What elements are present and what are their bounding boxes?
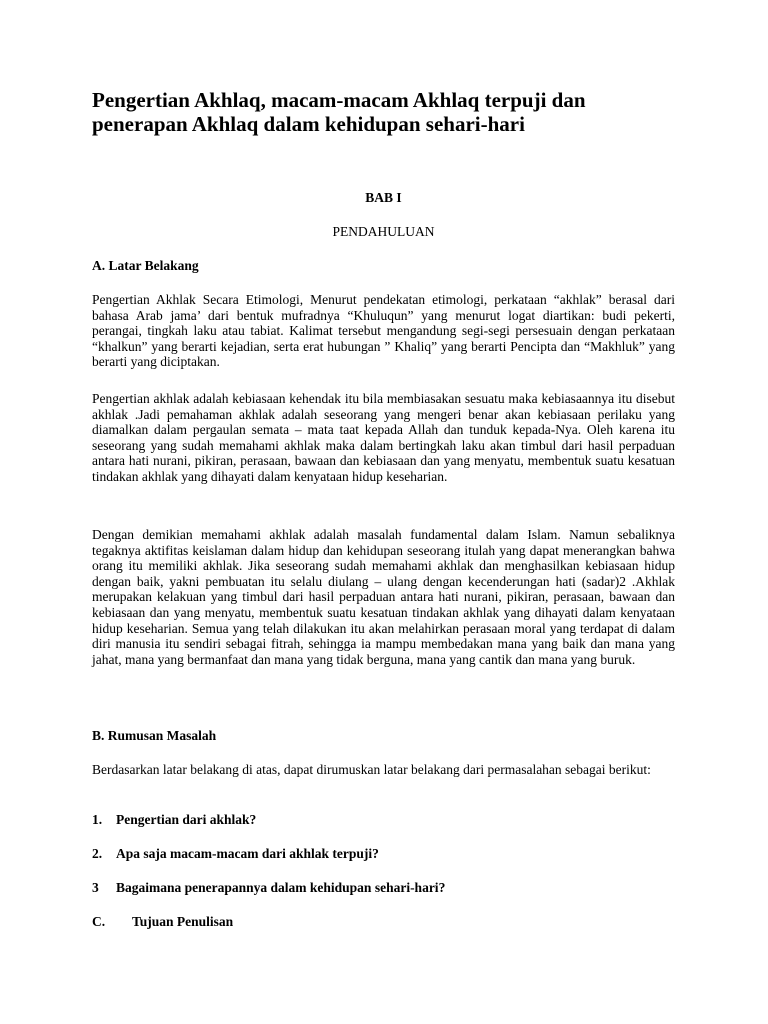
section-b-intro: Berdasarkan latar belakang di atas, dapat dirumuskan latar belakang dari permasalahan sebagai berikut:	[92, 762, 651, 777]
chapter-label: BAB I	[365, 190, 402, 205]
question-1-text: Pengertian dari akhlak?	[116, 812, 257, 827]
question-3	[92, 880, 445, 896]
paragraph-3: Dengan demikian memahami akhlak adalah masalah fundamental dalam Islam. Namun sebaliknya tegaknya aktifitas keislaman dalam hidup dan kehidupan seseorang itulah yang dapat menerangkan bahwa orang itu memiliki akhlak. Jika seseorang sudah memahami akhlak dan menghasilkan kebiasaan hidup dengan baik, yakni pembuatan itu selalu diulang – ulang dengan kecenderungan hati (sadar)2 .Akhlak merupakan kelakuan yang timbul dari hasil perpaduan antara hati nurani, pikiran, perasaan, bawaan dan kebiasaan dan yang menyatu, membentuk suatu kesatuan tindakan akhlak yang dihayati dalam kenyataan hidup keseharian. Semua yang telah dilakukan itu akan melahirkan perasaan moral yang terdapat di dalam diri manusia itu sendiri sebagai fitrah, sehingga ia mampu membedakan mana yang baik dan mana yang jahat, mana yang bermanfaat dan mana yang tidak berguna, mana yang cantik dan mana yang buruk.	[92, 527, 675, 667]
title-line-1: Pengertian Akhlaq, macam-macam Akhlaq terpuji dan	[92, 88, 586, 112]
document-title	[92, 88, 692, 136]
question-1	[92, 812, 256, 828]
question-3-number: 3	[92, 880, 99, 895]
question-2-number: 2.	[92, 846, 103, 861]
question-1-number: 1.	[92, 812, 103, 827]
question-3-text: Bagaimana penerapannya dalam kehidupan sehari-hari?	[116, 880, 446, 895]
section-b-heading: B. Rumusan Masalah	[92, 728, 217, 743]
section-c-number: C.	[92, 914, 106, 929]
paragraph-2: Pengertian akhlak adalah kebiasaan kehendak itu bila membiasakan sesuatu maka kebiasaannya itu disebut akhlak .Jadi pemahaman akhlak adalah seseorang yang mengeri benar akan kebiasaan perilaku yang diamalkan dalam pergaulan semata – mata taat kepada Allah dan tunduk kepada-Nya. Oleh karena itu seseorang yang sudah memahami akhlak maka dalam bertingkah laku akan timbul dari hasil perpaduan antara hati nurani, pikiran, perasaan, bawaan dan kebiasaan dan yang menyatu, membentuk suatu kesatuan tindakan akhlak yang dihayati dalam kenyataan hidup keseharian.	[92, 391, 675, 484]
chapter-title: PENDAHULUAN	[332, 224, 435, 239]
section-c-label: Tujuan Penulisan	[132, 914, 234, 929]
section-c-heading	[92, 914, 233, 930]
question-2-text: Apa saja macam-macam dari akhlak terpuji?	[116, 846, 379, 861]
title-line-2: penerapan Akhlaq dalam kehidupan sehari-hari	[92, 112, 525, 136]
paragraph-1: Pengertian Akhlak Secara Etimologi, Menurut pendekatan etimologi, perkataan “akhlak” berasal dari bahasa Arab jama’ dari bentuk mufradnya “Khuluqun” yang menurut logat diartikan: budi pekerti, perangai, tingkah laku atau tabiat. Kalimat tersebut mengandung segi-segi persesuain dengan perkataan “khalkun” yang berarti kejadian, serta erat hubungan ” Khaliq” yang berarti Pencipta dan “Makhluk” yang berarti yang diciptakan.	[92, 292, 675, 370]
section-a-heading: A. Latar Belakang	[92, 258, 199, 273]
question-2	[92, 846, 379, 862]
